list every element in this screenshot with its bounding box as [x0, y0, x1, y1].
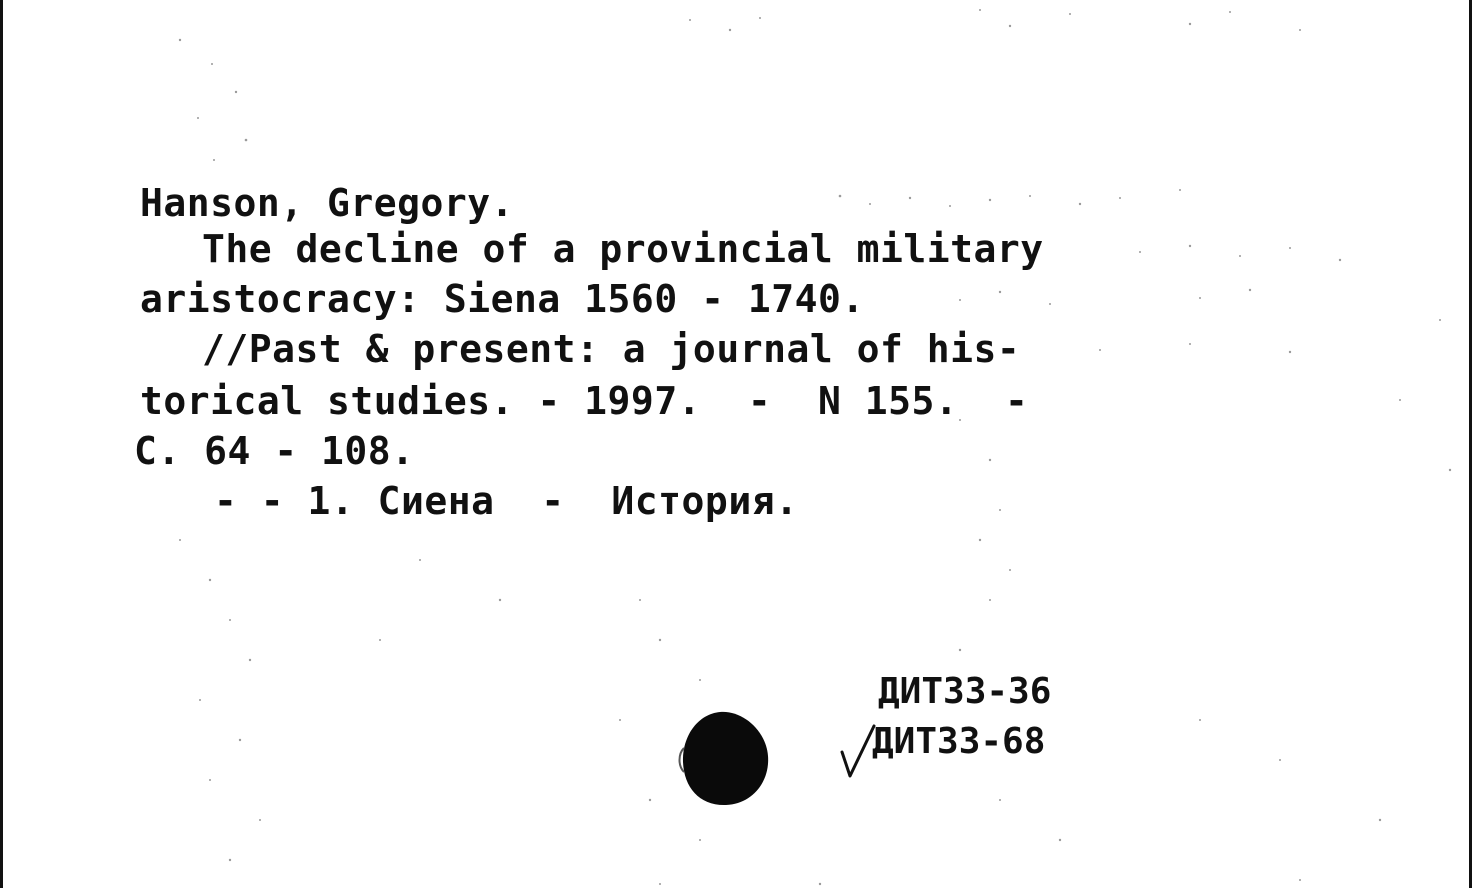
card-line-author: Hanson, Gregory.	[140, 181, 515, 225]
call-number-2: ДИТ33-68	[872, 721, 1046, 762]
call-number-1: ДИТ33-36	[878, 671, 1052, 712]
card-line-source: //Past & present: a journal of his-	[202, 327, 1021, 371]
card-line-title-cont: aristocracy: Siena 1560 - 1740.	[140, 277, 865, 321]
card-line-source-cont: torical studies. - 1997. - N 155. -	[140, 379, 1029, 423]
punch-hole-icon	[676, 708, 772, 808]
card-line-subject: - - 1. Сиена - История.	[214, 479, 799, 523]
card-line-title: The decline of a provincial military	[202, 227, 1044, 271]
card-line-pages: C. 64 - 108.	[134, 429, 415, 473]
check-mark-icon	[838, 722, 878, 782]
